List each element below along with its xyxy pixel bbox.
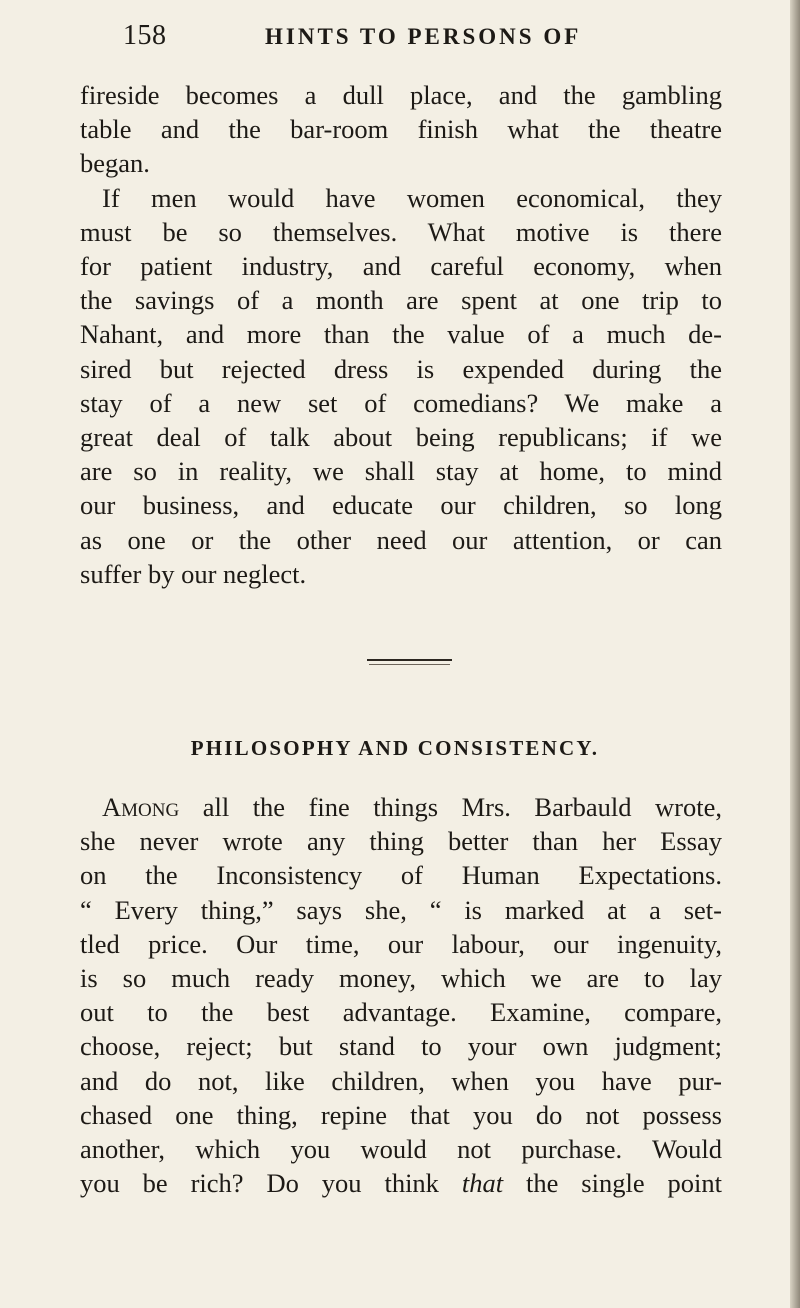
text-line: another, which you would not purchase. Would bbox=[80, 1134, 722, 1165]
text-line: as one or the other need our attention, or can bbox=[80, 524, 722, 555]
text-line: stay of a new set of comedians? We make a bbox=[80, 387, 722, 418]
opening-word: Among bbox=[102, 792, 180, 822]
section-divider bbox=[367, 659, 452, 661]
text-line: is so much ready money, which we are to lay bbox=[80, 963, 722, 994]
running-title: HINTS TO PERSONS OF bbox=[265, 24, 582, 49]
page-edge-shadow bbox=[790, 0, 800, 1308]
body-text-section bbox=[80, 790, 722, 1200]
text-line: for patient industry, and careful economy, when bbox=[80, 251, 722, 282]
italic-word: that bbox=[461, 1168, 504, 1199]
text-line: sired but rejected dress is expended during the bbox=[80, 353, 722, 384]
text-fragment: the single point bbox=[503, 1168, 722, 1199]
section-heading: PHILOSOPHY AND CONSISTENCY. bbox=[190, 736, 600, 760]
body-text-top bbox=[80, 78, 722, 591]
text-line: Nahant, and more than the value of a much de- bbox=[80, 319, 722, 350]
text-line: and do not, like children, when you have pur- bbox=[80, 1065, 722, 1096]
text-line: the savings of a month are spent at one trip to bbox=[80, 285, 722, 316]
text-line bbox=[80, 790, 722, 824]
text-line: great deal of talk about being republicans; if we bbox=[80, 422, 722, 453]
text-line: table and the bar-room finish what the theatre bbox=[80, 114, 722, 145]
text-line: choose, reject; but stand to your own judgment; bbox=[80, 1031, 722, 1062]
text-line: tled price. Our time, our labour, our ingenuity, bbox=[80, 928, 722, 959]
paragraph bbox=[80, 181, 722, 591]
paragraph bbox=[80, 78, 722, 181]
text-line: suffer by our neglect. bbox=[80, 558, 307, 589]
text-line: are so in reality, we shall stay at home, to mind bbox=[80, 456, 722, 487]
text-line bbox=[80, 1166, 722, 1200]
text-line: our business, and educate our children, so long bbox=[80, 490, 722, 521]
text-line: she never wrote any thing better than her Essay bbox=[80, 826, 722, 857]
text-line: on the Inconsistency of Human Expectations. bbox=[80, 860, 722, 891]
text-line: began. bbox=[80, 148, 150, 179]
page-number: 158 bbox=[123, 20, 167, 51]
text-line: out to the best advantage. Examine, compare, bbox=[80, 997, 722, 1028]
page-header bbox=[0, 20, 790, 60]
text-line: fireside becomes a dull place, and the gambling bbox=[80, 80, 722, 110]
text-line: must be so themselves. What motive is there bbox=[80, 216, 722, 247]
text-line: “ Every thing,” says she, “ is marked at a set- bbox=[80, 894, 722, 925]
text-line: If men would have women economical, they bbox=[102, 182, 722, 213]
text-line: chased one thing, repine that you do not possess bbox=[80, 1099, 722, 1130]
text-fragment: all the fine things Mrs. Barbauld wrote, bbox=[179, 792, 722, 822]
text-fragment: you be rich? Do you think bbox=[80, 1168, 462, 1199]
